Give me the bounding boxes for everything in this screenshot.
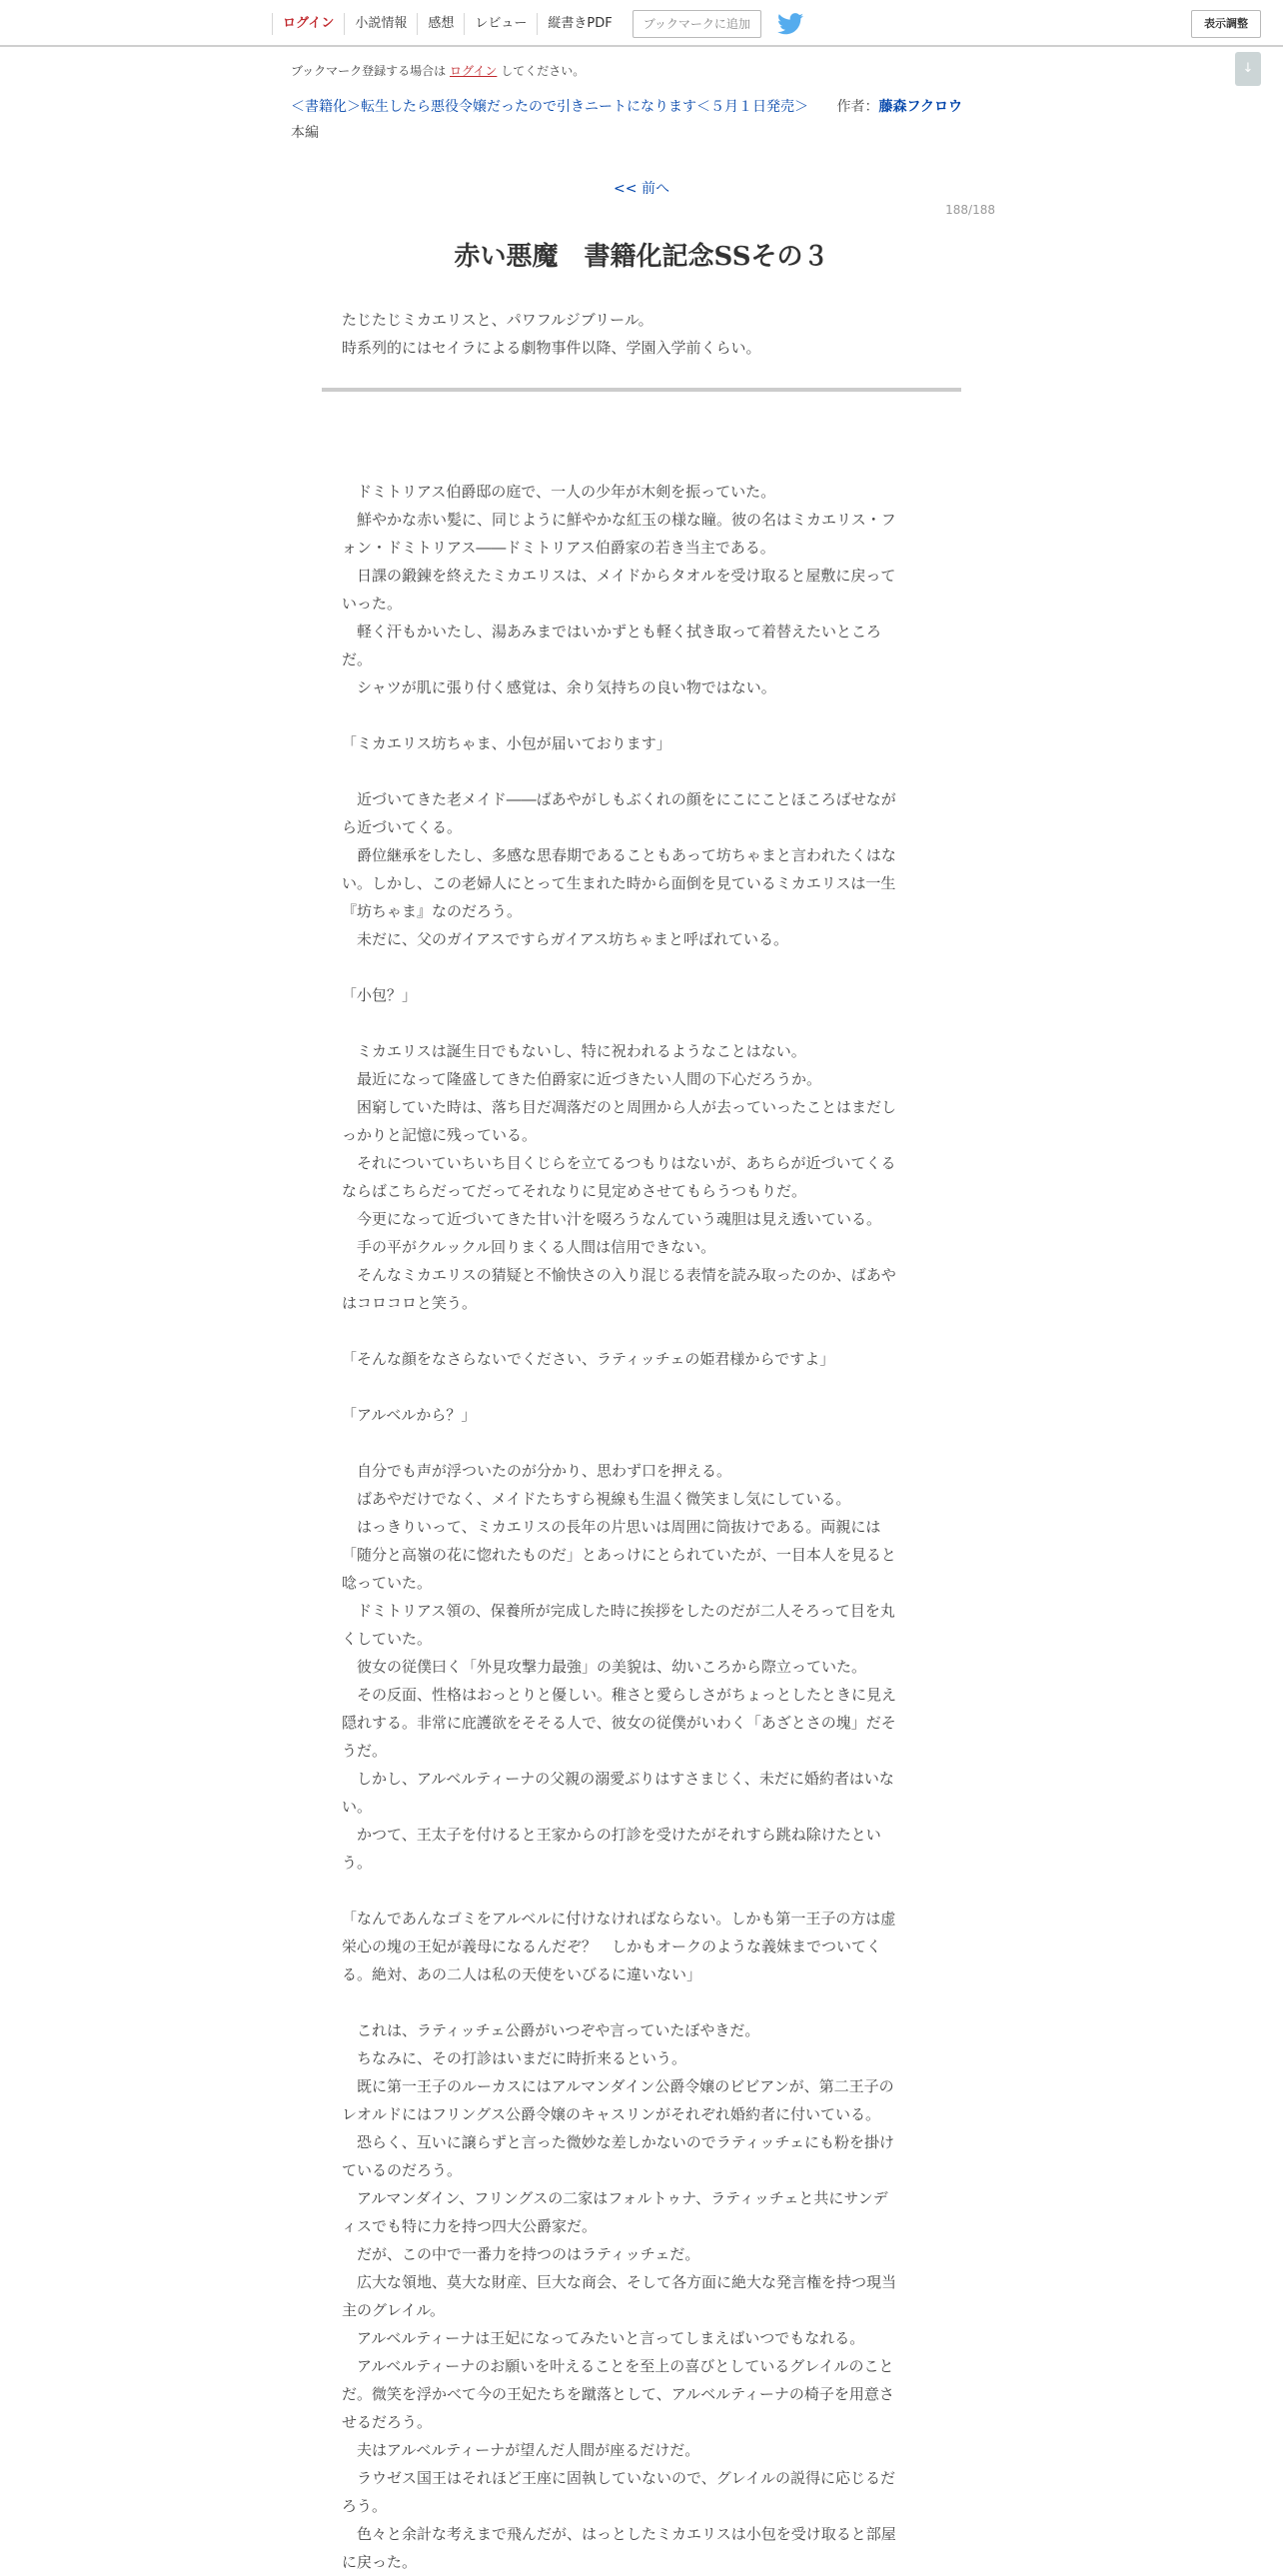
preface-divider: [322, 388, 961, 392]
body-line: 今更になって近づいてきた甘い汁を啜ろうなんていう魂胆は見え透いている。: [342, 1210, 882, 1228]
body-line: 夫はアルベルティーナが望んだ人間が座るだけだ。: [342, 2441, 700, 2459]
body-line: 『坊ちゃま』なのだろう。: [342, 902, 523, 920]
body-line: ドミトリアス領の、保養所が完成した時に挨拶をしたのだが二人そろって目を丸: [342, 1602, 895, 1620]
display-settings-button[interactable]: 表示調整: [1191, 10, 1261, 38]
body-line: それについていちいち目くじらを立てるつもりはないが、あちらが近づいてくる: [342, 1154, 896, 1172]
body-line: 困窮していた時は、落ち目だ凋落だのと周囲から人が去っていったことはまだし: [342, 1098, 897, 1116]
body-line: ているのだろう。: [342, 2161, 463, 2179]
body-line: ィスでも特に力を持つ四大公爵家だ。: [342, 2217, 598, 2235]
body-line: 唸っていた。: [342, 1574, 433, 1592]
body-line: い。: [342, 1798, 373, 1816]
body-line: だ。: [342, 650, 373, 668]
body-line: 手の平がクルックル回りまくる人間は信用できない。: [342, 1238, 716, 1256]
body-line: 栄心の塊の王妃が義母になるんだぞ？ しかもオークのような義妹までついてく: [342, 1937, 882, 1955]
body-line: [342, 1009, 941, 1037]
add-bookmark-button[interactable]: ブックマークに追加: [633, 10, 761, 38]
body-line: 「そんな顔をなさらないでください、ラティッチェの姫君様からですよ」: [342, 1350, 835, 1368]
body-line: しかし、アルベルティーナの父親の溺愛ぶりはすさまじく、未だに婚約者はいな: [342, 1770, 894, 1788]
preface-line: たじたじミカエリスと、パワフルジブリール。: [342, 311, 653, 329]
body-line: 恐らく、互いに譲らずと言った微妙な差しかないのでラティッチェにも粉を掛け: [342, 2133, 895, 2151]
body-line: [342, 1988, 941, 2016]
body-line: ちなみに、その打診はいまだに時折来るという。: [342, 2049, 687, 2067]
chapter-title: 赤い悪魔 書籍化記念SSその３: [454, 242, 829, 272]
prev-nav: [0, 178, 1283, 198]
body-line: ドミトリアス伯爵邸の庭で、一人の少年が木剣を振っていた。: [342, 483, 776, 501]
body-line: る。絶対、あの二人は私の天使をいびるに違いない」: [342, 1965, 702, 1983]
body-line: アルマンダイン、フリングスの二家はフォルトゥナ、ラティッチェと共にサンデ: [342, 2189, 888, 2207]
body-line: 彼女の従僕曰く「外見攻撃力最強」の美貌は、幼いころから際立っていた。: [342, 1658, 867, 1676]
body-line: ォン・ドミトリアス――ドミトリアス伯爵家の若き当主である。: [342, 539, 775, 557]
section-name: 本編: [291, 125, 319, 141]
body-line: 「随分と高嶺の花に惚れたものだ」とあっけにとられていたが、一目本人を見ると: [342, 1546, 896, 1564]
body-line: 未だに、父のガイアスですらガイアス坊ちゃまと呼ばれている。: [342, 930, 789, 948]
body-line: 既に第一王子のルーカスにはアルマンダイン公爵令嬢のビビアンが、第二王子の: [342, 2077, 894, 2095]
body-line: 近づいてきた老メイド――ばあやがしもぶくれの顔をにこにことほころばせなが: [342, 790, 896, 808]
body-line: うだ。: [342, 1742, 388, 1760]
body-line: 「ミカエリス坊ちゃま、小包が届いております」: [342, 734, 671, 752]
nav-impressions-link[interactable]: 感想: [417, 13, 464, 35]
nav-login-link[interactable]: ログイン: [272, 13, 344, 35]
nav-novel-info-link[interactable]: 小説情報: [344, 13, 417, 35]
body-line: くしていた。: [342, 1630, 433, 1648]
body-line: っかりと記憶に残っている。: [342, 1126, 538, 1144]
body-line: その反面、性格はおっとりと優しい。稚さと愛らしさがちょっとしたときに見え: [342, 1686, 897, 1704]
author-link[interactable]: 藤森フクロウ: [878, 99, 963, 115]
body-line: アルベルティーナは王妃になってみたいと言ってしまえばいつでもなれる。: [342, 2329, 865, 2347]
body-line: 最近になって隆盛してきた伯爵家に近づきたい人間の下心だろうか。: [342, 1070, 822, 1088]
scroll-down-button[interactable]: ↓: [1235, 52, 1261, 86]
body-line: 軽く汗もかいたし、湯あみまではいかずとも軽く拭き取って着替えたいところ: [342, 623, 882, 641]
body-line: これは、ラティッチェ公爵がいつぞや言っていたぼやきだ。: [342, 2021, 760, 2039]
notice-login-link[interactable]: ログイン: [450, 64, 498, 78]
body-line: 自分でも声が浮ついたのが分かり、思わず口を押える。: [342, 1462, 732, 1480]
page-number: 188/188: [945, 203, 995, 217]
body-line: ばあやだけでなく、メイドたちすら視線も生温く微笑まし気にしている。: [342, 1490, 851, 1508]
body-line: はコロコロと笑う。: [342, 1294, 478, 1312]
body-line: 爵位継承をしたし、多感な思春期であることもあって坊ちゃまと言われたくはな: [342, 846, 896, 864]
notice-text-before: ブックマーク登録する場合は: [291, 64, 447, 78]
body-line: 「なんであんなゴミをアルベルに付けなければならない。しかも第一王子の方は虚: [342, 1910, 896, 1928]
body-line: 主のグレイル。: [342, 2301, 446, 2319]
body-line: [342, 1373, 941, 1401]
body-line: 「小包？」: [342, 986, 418, 1004]
preface-line: 時系列的にはセイラによる劇物事件以降、学園入学前くらい。: [342, 339, 761, 357]
body-line: [342, 701, 941, 729]
body-line: だが、この中で一番力を持つのはラティッチェだ。: [342, 2245, 700, 2263]
body-line: いった。: [342, 595, 403, 613]
body-line: 鮮やかな赤い髪に、同じように鮮やかな紅玉の様な瞳。彼の名はミカエリス・フ: [342, 511, 896, 529]
body-line: ミカエリスは誕生日でもないし、特に祝われるようなことはない。: [342, 1042, 806, 1060]
body-line: 日課の鍛錬を終えたミカエリスは、メイドからタオルを受け取ると屋敷に戻って: [342, 567, 896, 585]
body-line: う。: [342, 1854, 373, 1872]
body-line: [342, 953, 941, 981]
series-title-link[interactable]: ＜書籍化＞転生したら悪役令嬢だったので引きニートになります＜５月１日発売＞: [291, 99, 808, 115]
body-line: 広大な領地、莫大な財産、巨大な商会、そして各方面に絶大な発言権を持つ現当: [342, 2273, 897, 2291]
author-label: 作者：: [836, 99, 879, 115]
body-line: だ。微笑を浮かべて今の王妃たちを蹴落として、アルベルティーナの椅子を用意さ: [342, 2385, 894, 2403]
body-line: [342, 1429, 941, 1457]
body-line: レオルドにはフリングス公爵令嬢のキャスリンがそれぞれ婚約者に付いている。: [342, 2105, 880, 2123]
body-line: [342, 1317, 941, 1345]
nav-vertical-pdf-link[interactable]: 縦書きPDF: [537, 13, 622, 35]
top-header: [0, 0, 1283, 47]
twitter-bird-icon[interactable]: [777, 13, 803, 35]
body-line: ラウゼス国王はそれほど王座に固執していないので、グレイルの説得に応じるだ: [342, 2469, 895, 2487]
body-line: [342, 757, 941, 785]
body-line: [342, 1877, 941, 1905]
nav-review-link[interactable]: レビュー: [464, 13, 537, 35]
body-line: い。しかし、この老婦人にとって生まれた時から面倒を見ているミカエリスは一生: [342, 874, 896, 892]
body-line: ら近づいてくる。: [342, 818, 463, 836]
body-line: アルベルティーナのお願いを叶えることを至上の喜びとしているグレイルのこと: [342, 2357, 894, 2375]
body-line: ならばこちらだってだってそれなりに見定めさせてもらうつもりだ。: [342, 1182, 807, 1200]
body-line: そんなミカエリスの猜疑と不愉快さの入り混じる表情を読み取ったのか、ばあや: [342, 1266, 896, 1284]
series-info: [291, 96, 962, 116]
body-line: に戻った。: [342, 2553, 418, 2571]
body-line: シャツが肌に張り付く感覚は、余り気持ちの良い物ではない。: [342, 678, 776, 696]
body-line: 色々と余計な考えまで飛んだが、はっとしたミカエリスは小包を受け取ると部屋: [342, 2525, 896, 2543]
body-line: せるだろう。: [342, 2413, 433, 2431]
notice-text-after: してください。: [501, 64, 586, 78]
main-nav: [272, 12, 803, 36]
login-notice: [291, 62, 585, 79]
body-line: 「アルベルから？」: [342, 1406, 477, 1424]
body-line: 隠れする。非常に庇護欲をそそる人で、彼女の従僕がいわく「あざとさの塊」だそ: [342, 1714, 896, 1732]
chapter-preface: [342, 306, 941, 362]
body-line: かつて、王太子を付けると王家からの打診を受けたがそれすら跳ね除けたとい: [342, 1826, 881, 1844]
chapter-body: [342, 478, 941, 2576]
prev-page-link[interactable]: << 前へ: [614, 181, 669, 197]
body-line: はっきりいって、ミカエリスの長年の片思いは周囲に筒抜けである。両親には: [342, 1518, 881, 1536]
body-line: ろう。: [342, 2497, 388, 2515]
